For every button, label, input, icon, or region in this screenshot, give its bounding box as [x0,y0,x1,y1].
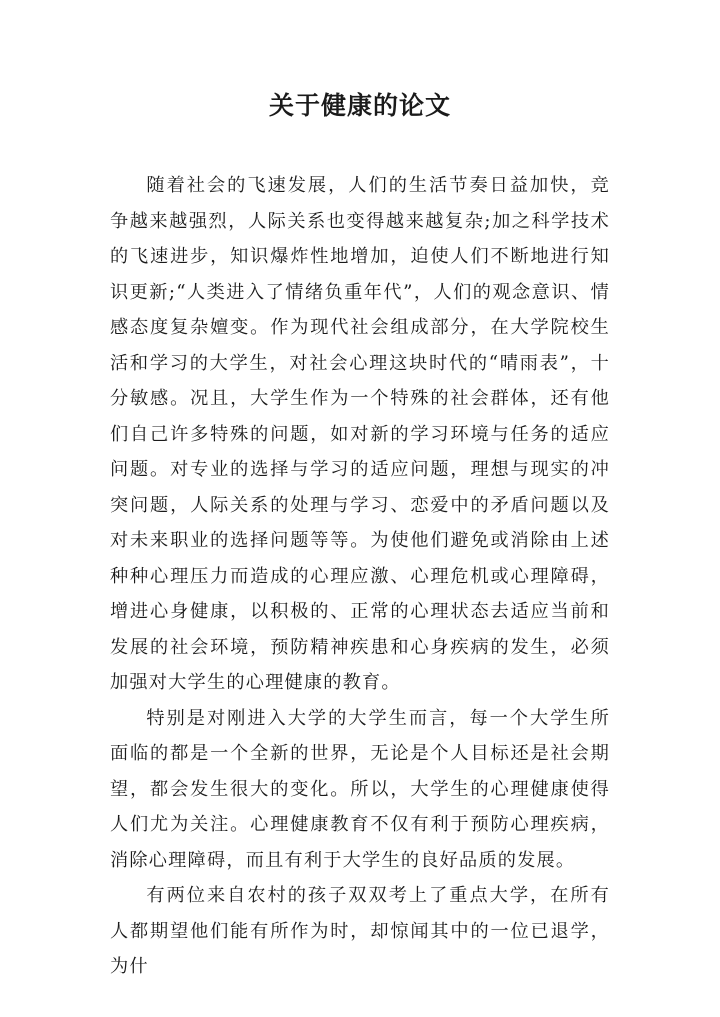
document-body [110,168,610,985]
document-title: 关于健康的论文 [268,91,451,120]
paragraph: 特别是对刚进入大学的大学生而言，每一个大学生所面临的都是一个全新的世界，无论是个人目标还是社会期望，都会发生很大的变化。所以，大学生的心理健康使得人们尤为关注。心理健康教育不仅有利于预防心理疾病，消除心理障碍，而且有利于大学生的良好品质的发展。 [110,707,610,871]
paragraph: 随着社会的飞速发展，人们的生活节奏日益加快，竞争越来越强烈，人际关系也变得越来越复杂;加之科学技术的飞速进步，知识爆炸性地增加，迫使人们不断地进行知识更新;“人类进入了情绪负重年代”，人们的观念意识、情感态度复杂嬗变。作为现代社会组成部分，在大学院校生活和学习的大学生，对社会心理这块时代的“晴雨表”，十分敏感。况且，大学生作为一个特殊的社会群体，还有他们自己许多特殊的问题，如对新的学习环境与任务的适应问题。对专业的选择与学习的适应问题，理想与现实的冲突问题，人际关系的处理与学习、恋爱中的矛盾问题以及对未来职业的选择问题等等。为使他们避免或消除由上述种种心理压力而造成的心理应激、心理危机或心理障碍，增进心身健康，以积极的、正常的心理状态去适应当前和发展的社会环境，预防精神疾患和心身疾病的发生，必须加强对大学生的心理健康的教育。 [110,175,610,693]
paragraph: 有两位来自农村的孩子双双考上了重点大学，在所有人都期望他们能有所作为时，却惊闻其中的一位已退学，为什 [110,885,610,977]
